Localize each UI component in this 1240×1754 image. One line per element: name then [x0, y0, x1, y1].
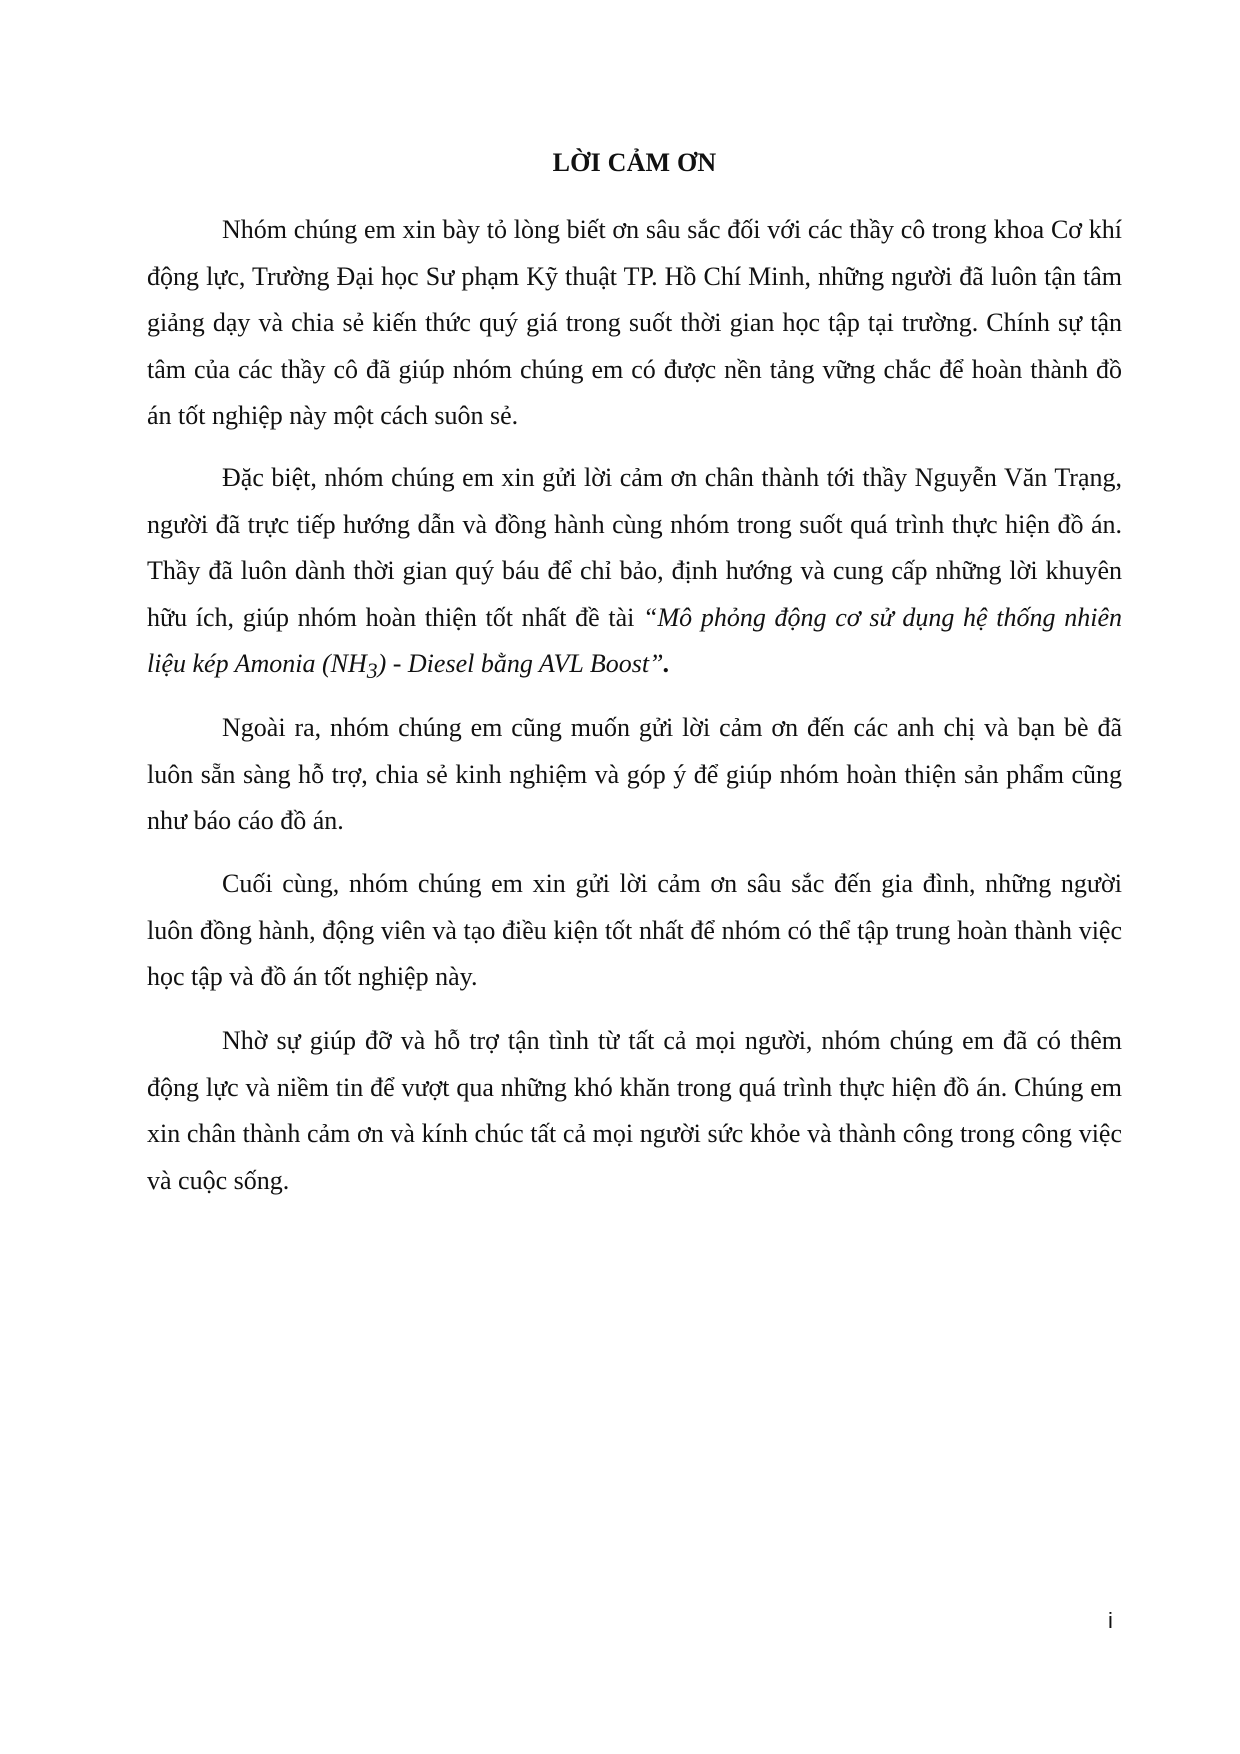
paragraph-2 [147, 455, 1122, 695]
thesis-topic-subscript: 3 [366, 659, 378, 684]
paragraph-1: Nhóm chúng em xin bày tỏ lòng biết ơn sâu sắc đối với các thầy cô trong khoa Cơ khí động lực, Trường Đại học Sư phạm Kỹ thuật TP. Hồ Chí Minh, những người đã luôn tận tâm giảng dạy và chia sẻ kiến thức quý giá trong suốt thời gian học tập tại trường. Chính sự tận tâm của các thầy cô đã giúp nhóm chúng em có được nền tảng vững chắc để hoàn thành đồ án tốt nghiệp này một cách suôn sẻ. [147, 215, 1122, 430]
paragraph-3: Ngoài ra, nhóm chúng em cũng muốn gửi lời cảm ơn đến các anh chị và bạn bè đã luôn sẵn sàng hỗ trợ, chia sẻ kinh nghiệm và góp ý để giúp nhóm hoàn thiện sản phẩm cũng như báo cáo đồ án. [147, 713, 1122, 835]
paragraph-4: Cuối cùng, nhóm chúng em xin gửi lời cảm ơn sâu sắc đến gia đình, những người luôn đồng hành, động viên và tạo điều kiện tốt nhất để nhóm có thể tập trung hoàn thành việc học tập và đồ án tốt nghiệp này. [147, 869, 1122, 991]
paragraph-2-end: . [663, 649, 671, 678]
thesis-topic-part-2: ) - Diesel bằng AVL Boost” [377, 649, 664, 678]
paragraph-5: Nhờ sự giúp đỡ và hỗ trợ tận tình từ tất cả mọi người, nhóm chúng em đã có thêm động lực và niềm tin để vượt qua những khó khăn trong quá trình thực hiện đồ án. Chúng em xin chân thành cảm ơn và kính chúc tất cả mọi người sức khỏe và thành công trong công việc và cuộc sống. [147, 1026, 1122, 1195]
page-number: i [1108, 1608, 1113, 1633]
thesis-topic-part-1: “Mô phỏng động cơ sử dụng hệ thống nhiên liệu kép Amonia (NH [147, 602, 1122, 678]
page-title: LỜI CẢM ƠN [552, 148, 717, 177]
paragraph-2-lead: Đặc biệt, nhóm chúng em xin gửi lời cảm ơn chân thành tới thầy Nguyễn Văn Trạng, người đã trực tiếp hướng dẫn và đồng hành cùng nhóm trong suốt quá trình thực hiện đồ án. Thầy đã luôn dành thời gian quý báu để chỉ bảo, định hướng và cung cấp những lời khuyên hữu ích, giúp nhóm hoàn thiện tốt nhất đề tài [147, 463, 1122, 632]
